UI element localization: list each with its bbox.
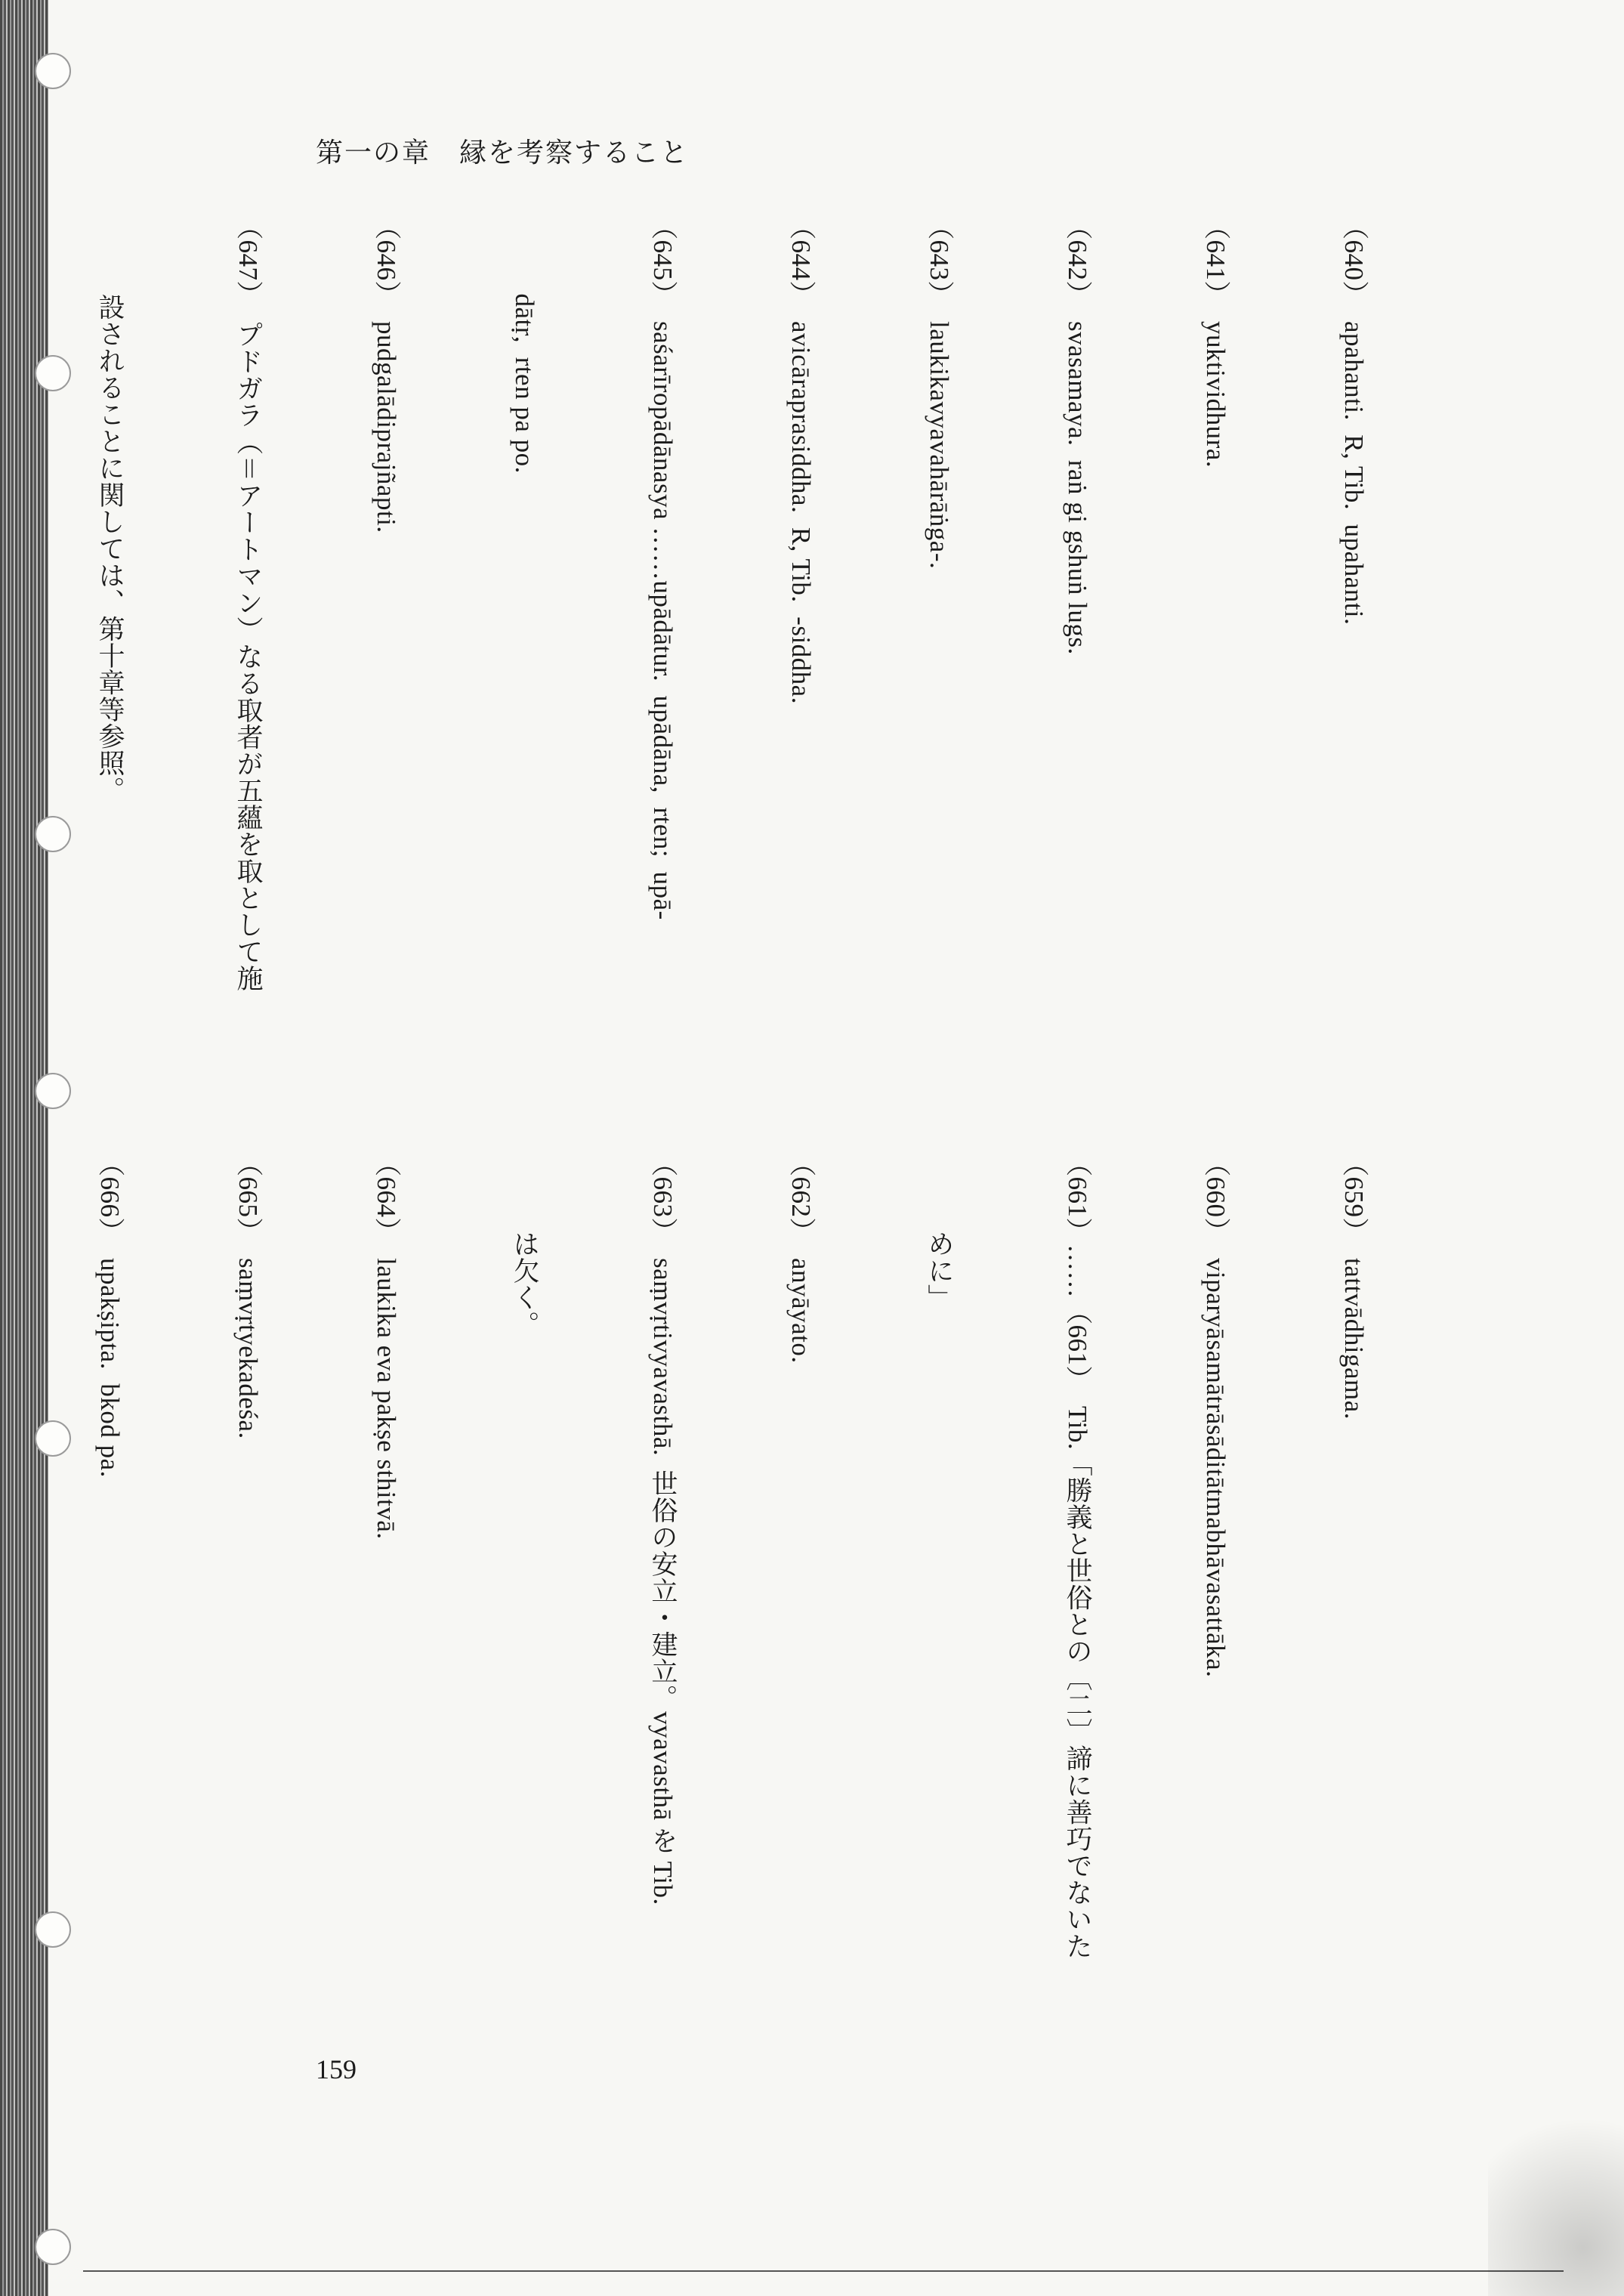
note-line: （665） saṃvṛtyekadeśa.: [233, 1150, 263, 1439]
note-line: は欠く。: [510, 1150, 539, 1338]
note-line: （640） apahanti. R, Tib. upahanti.: [1339, 213, 1369, 626]
note-line: （643） laukikavyavahārāṅga-.: [925, 213, 954, 570]
note-line: （664） laukika eva pakṣe sthitvā.: [372, 1150, 401, 1540]
note-line: （659） tattvādhigama.: [1339, 1150, 1369, 1420]
note-line: （663） saṃvṛtivyavasthā. 世俗の安立・建立。vyavasthā を Tib.: [648, 1150, 678, 1905]
note-line: （666） upakṣipta. bkod pa.: [95, 1150, 125, 1478]
note-line: （662） anyāyato.: [786, 1150, 816, 1364]
notes-column-1: [95, 213, 1469, 1142]
note-line: めに」: [925, 1150, 954, 1311]
scan-noise: [1488, 2054, 1624, 2296]
notes-column-2: [95, 1150, 1469, 2079]
note-line: dātṛ, rten pa po.: [510, 213, 539, 474]
note-line: （646） pudgalādiprajñapti.: [372, 213, 401, 533]
note-line: 設されることに関しては、第十章等参照。: [95, 213, 125, 803]
note-line: （661）……（661） Tib.「勝義と世俗との〔二〕諦に善巧でないた: [1063, 1150, 1092, 1960]
note-line: （641） yuktividhura.: [1201, 213, 1230, 468]
note-line: （645） saśarīropādānasya ……upādātur. upādāna, rten; upā-: [648, 213, 678, 920]
note-line: （642） svasamaya. raṅ gi gshuṅ lugs.: [1063, 213, 1092, 655]
page-number: 159: [316, 2054, 357, 2084]
punch-hole: [35, 2229, 71, 2265]
punch-hole: [35, 53, 71, 89]
note-line: （644） avicāraprasiddha. R, Tib. -siddha.: [786, 213, 816, 704]
note-line: （647） プドガラ（＝アートマン）なる取者が五蘊を取として施: [233, 213, 263, 992]
bottom-rule: [83, 2270, 1564, 2272]
note-line: （660） viparyāsamātrāsāditātmabhāvasattāka.: [1201, 1150, 1230, 1678]
running-header: 第一の章 縁を考察すること: [316, 138, 690, 168]
